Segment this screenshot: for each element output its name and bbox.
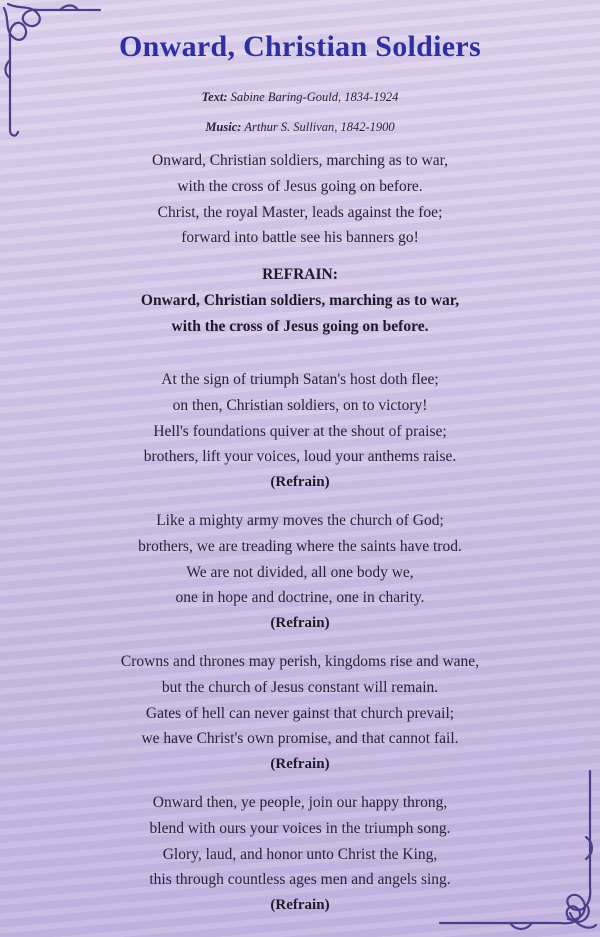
verse-line: Onward then, ye people, join our happy throng, (152, 794, 448, 811)
verse-5 (0, 790, 600, 917)
refrain-heading: REFRAIN: (262, 266, 338, 283)
verse-1 (0, 148, 600, 251)
music-credit-value: Arthur S. Sullivan, 1842-1900 (244, 120, 395, 134)
refrain-tag: (Refrain) (270, 897, 330, 914)
verse-line: Hell's foundations quiver at the shout of praise; (153, 422, 447, 440)
verse-2 (0, 367, 600, 494)
verse-line: we have Christ's own promise, and that cannot fail. (141, 730, 459, 748)
verse-line: but the church of Jesus constant will remain. (161, 678, 439, 696)
verse-line: blend with ours your voices in the triumph song. (149, 819, 451, 837)
verse-line: brothers, we are treading where the saints have trod. (138, 537, 462, 555)
verse-line: Glory, laud, and honor unto Christ the King, (162, 845, 438, 863)
verse-line: Gates of hell can never gainst that church prevail; (145, 704, 455, 722)
refrain-line: with the cross of Jesus going on before. (171, 317, 429, 335)
text-credit-label: Text: (201, 90, 228, 104)
verse-line: this through countless ages men and angels sing. (149, 871, 451, 889)
verse-4 (0, 649, 600, 776)
verse-line: Crowns and thrones may perish, kingdoms rise and wane, (120, 653, 480, 670)
refrain-tag: (Refrain) (270, 756, 330, 773)
verse-3 (0, 508, 600, 635)
refrain (0, 262, 600, 339)
music-credit-label: Music: (205, 120, 242, 134)
verse-line: Christ, the royal Master, leads against the foe; (157, 203, 443, 221)
verse-line: one in hope and doctrine, one in charity. (175, 589, 425, 607)
refrain-tag: (Refrain) (270, 615, 330, 632)
verse-line: Onward, Christian soldiers, marching as to war, (152, 152, 448, 169)
verse-line: on then, Christian soldiers, on to victory! (172, 396, 428, 414)
page-title: Onward, Christian Soldiers (118, 30, 481, 63)
verse-line: forward into battle see his banners go! (181, 229, 419, 247)
refrain-line: Onward, Christian soldiers, marching as to war, (140, 291, 460, 309)
verse-line: At the sign of triumph Satan's host doth flee; (161, 371, 439, 388)
refrain-tag: (Refrain) (270, 474, 330, 491)
verse-line: We are not divided, all one body we, (186, 563, 414, 581)
text-credit-value: Sabine Baring-Gould, 1834-1924 (230, 90, 399, 104)
verse-line: Like a mighty army moves the church of God; (156, 512, 444, 529)
verse-line: brothers, lift your voices, loud your anthems raise. (143, 448, 457, 466)
verse-line: with the cross of Jesus going on before. (177, 177, 423, 195)
music-credit (0, 120, 600, 135)
corner-ornament-top-left-icon (0, 0, 110, 140)
text-credit (0, 90, 600, 105)
